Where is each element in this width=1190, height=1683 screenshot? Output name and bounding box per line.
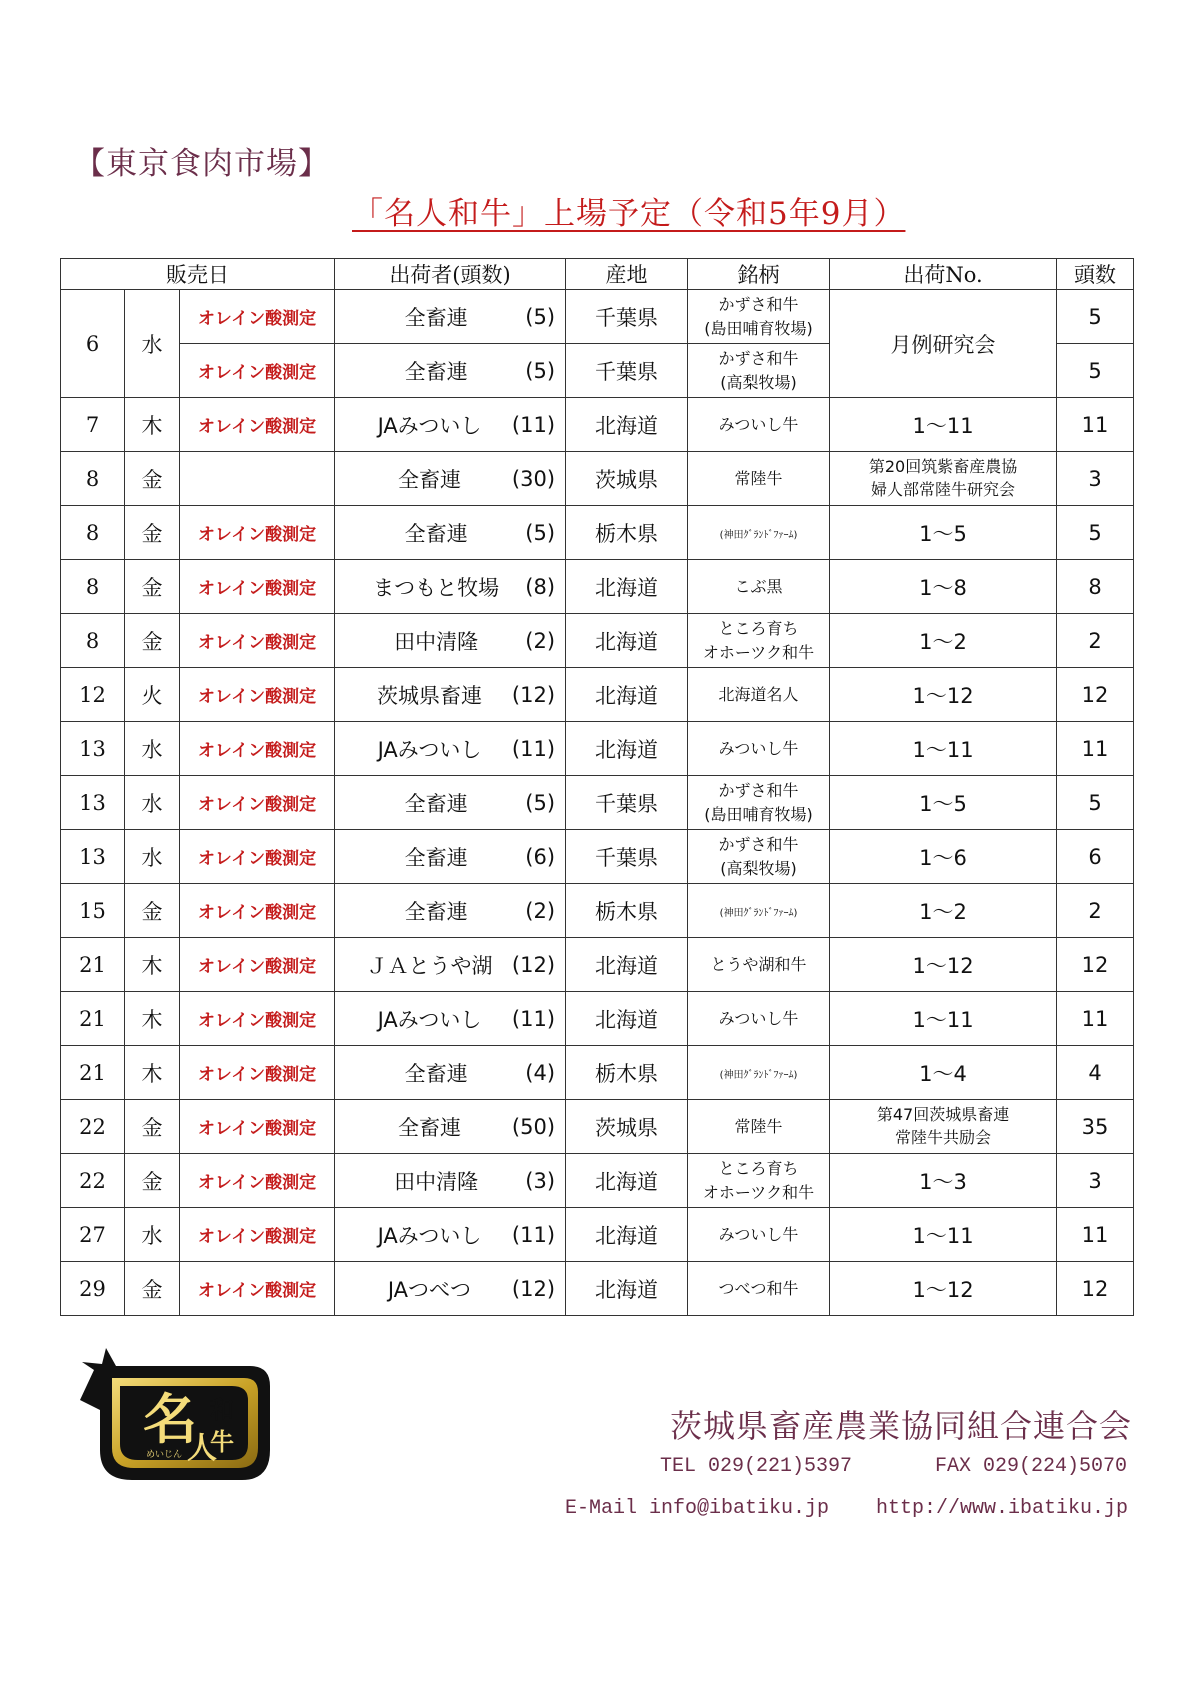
shipper-head-count: (4) <box>525 1060 556 1085</box>
origin-cell: 北海道 <box>566 668 688 722</box>
shipper-head-count: (12) <box>511 1276 556 1301</box>
shipper-cell <box>335 830 566 884</box>
shipper-head-count: (6) <box>525 844 556 869</box>
weekday-cell: 金 <box>125 1100 180 1154</box>
brand-line-2: オホーツク和牛 <box>702 1182 815 1202</box>
ship-no-cell: 1〜11 <box>830 722 1057 776</box>
day-cell: 13 <box>61 776 125 830</box>
shipper-head-count: (2) <box>525 628 556 653</box>
weekday-cell: 金 <box>125 614 180 668</box>
shipper-head-count: (11) <box>511 736 556 761</box>
origin-cell: 栃木県 <box>566 1046 688 1100</box>
oleic-measure-cell: オレイン酸測定 <box>180 938 335 992</box>
shipper-name: まつもと牧場 <box>373 575 500 600</box>
weekday-cell: 水 <box>125 722 180 776</box>
shipper-head-count: (12) <box>511 682 556 707</box>
weekday-cell: 金 <box>125 452 180 506</box>
header-shipper: 出荷者(頭数) <box>335 259 566 290</box>
table-row <box>61 398 1134 452</box>
brand-cell: みついし牛 <box>688 398 830 452</box>
origin-cell: 千葉県 <box>566 776 688 830</box>
count-cell: 5 <box>1057 506 1134 560</box>
ship-no-line-2: 常陸牛共励会 <box>895 1127 992 1147</box>
page-title: 「名人和牛」上場予定（令和5年9月） <box>352 196 906 232</box>
ship-no-cell: 1〜11 <box>830 992 1057 1046</box>
shipper-head-count: (5) <box>525 304 556 329</box>
shipper-name: JAみついし <box>377 1007 482 1032</box>
shipper-cell <box>335 452 566 506</box>
count-cell: 11 <box>1057 398 1134 452</box>
table-row <box>61 992 1134 1046</box>
day-cell: 8 <box>61 506 125 560</box>
shipper-name: 全畜連 <box>404 791 468 816</box>
table-row <box>61 452 1134 506</box>
website-url[interactable]: http://www.ibatiku.jp <box>876 1497 1129 1520</box>
origin-cell: 北海道 <box>566 938 688 992</box>
day-cell: 27 <box>61 1208 125 1262</box>
brand-cell: みついし牛 <box>688 992 830 1046</box>
origin-cell: 北海道 <box>566 1154 688 1208</box>
origin-cell: 千葉県 <box>566 344 688 398</box>
table-row <box>61 776 1134 830</box>
fax-number: FAX 029(224)5070 <box>935 1455 1128 1478</box>
origin-cell: 栃木県 <box>566 884 688 938</box>
ship-no-line-1: 第47回茨城県畜連 <box>876 1105 1010 1125</box>
brand-cell <box>688 1154 830 1208</box>
shipper-name: JAつべつ <box>387 1277 472 1302</box>
brand-line-1: ところ育ち <box>718 1158 799 1178</box>
ship-no-cell: 1〜4 <box>830 1046 1057 1100</box>
count-cell: 3 <box>1057 452 1134 506</box>
shipper-head-count: (50) <box>511 1114 556 1139</box>
shipper-cell <box>335 668 566 722</box>
table-row <box>61 938 1134 992</box>
shipper-head-count: (5) <box>525 790 556 815</box>
shipper-cell <box>335 1208 566 1262</box>
brand-cell: つべつ和牛 <box>688 1262 830 1316</box>
brand-line-1: かずさ和牛 <box>718 348 799 368</box>
email-address[interactable]: E-Mail info@ibatiku.jp <box>565 1497 830 1520</box>
count-cell: 11 <box>1057 722 1134 776</box>
shipper-name: 全畜連 <box>404 899 468 924</box>
oleic-measure-cell: オレイン酸測定 <box>180 1262 335 1316</box>
count-cell: 12 <box>1057 668 1134 722</box>
shipper-head-count: (2) <box>525 898 556 923</box>
ship-no-cell: 1〜6 <box>830 830 1057 884</box>
oleic-measure-cell: オレイン酸測定 <box>180 290 335 344</box>
day-cell: 8 <box>61 614 125 668</box>
origin-cell: 北海道 <box>566 398 688 452</box>
shipper-head-count: (5) <box>525 520 556 545</box>
count-cell: 2 <box>1057 614 1134 668</box>
day-cell: 13 <box>61 722 125 776</box>
shipper-name: 全畜連 <box>404 845 468 870</box>
brand-cell: みついし牛 <box>688 722 830 776</box>
shipper-head-count: (30) <box>511 466 556 491</box>
origin-cell: 茨城県 <box>566 1100 688 1154</box>
shipper-head-count: (11) <box>511 412 556 437</box>
brand-cell <box>688 614 830 668</box>
ship-no-cell: 1〜5 <box>830 506 1057 560</box>
count-cell: 11 <box>1057 1208 1134 1262</box>
table-row <box>61 1046 1134 1100</box>
oleic-measure-cell: オレイン酸測定 <box>180 1154 335 1208</box>
ship-no-cell: 1〜12 <box>830 668 1057 722</box>
brand-cell <box>688 1046 830 1100</box>
oleic-measure-cell <box>180 452 335 506</box>
day-cell: 21 <box>61 938 125 992</box>
shipper-name: JAみついし <box>377 413 482 438</box>
table-row <box>61 830 1134 884</box>
shipper-cell <box>335 938 566 992</box>
oleic-measure-cell: オレイン酸測定 <box>180 1208 335 1262</box>
count-cell: 12 <box>1057 938 1134 992</box>
shipper-name: 全畜連 <box>404 305 468 330</box>
shipper-head-count: (11) <box>511 1222 556 1247</box>
table-row <box>61 668 1134 722</box>
count-cell: 5 <box>1057 776 1134 830</box>
oleic-measure-cell: オレイン酸測定 <box>180 992 335 1046</box>
oleic-measure-cell: オレイン酸測定 <box>180 1046 335 1100</box>
day-cell: 21 <box>61 992 125 1046</box>
oleic-measure-cell: オレイン酸測定 <box>180 668 335 722</box>
shipper-cell <box>335 614 566 668</box>
origin-cell: 北海道 <box>566 1262 688 1316</box>
shipper-cell <box>335 290 566 344</box>
origin-cell: 茨城県 <box>566 452 688 506</box>
shipper-head-count: (3) <box>525 1168 556 1193</box>
ship-no-cell: 1〜8 <box>830 560 1057 614</box>
oleic-measure-cell: オレイン酸測定 <box>180 776 335 830</box>
brand-line-2: (高梨牧場) <box>720 858 797 878</box>
count-cell: 8 <box>1057 560 1134 614</box>
table-row <box>61 560 1134 614</box>
brand-cell: みついし牛 <box>688 1208 830 1262</box>
shipper-name: 田中清隆 <box>394 1169 479 1194</box>
ship-no-cell: 1〜2 <box>830 614 1057 668</box>
day-cell: 29 <box>61 1262 125 1316</box>
header-brand: 銘柄 <box>688 259 830 290</box>
shipper-name: JAみついし <box>377 737 482 762</box>
brand-cell <box>688 344 830 398</box>
oleic-measure-cell: オレイン酸測定 <box>180 1100 335 1154</box>
ship-no-cell: 1〜3 <box>830 1154 1057 1208</box>
brand-cell <box>688 290 830 344</box>
ship-no-cell: 1〜12 <box>830 1262 1057 1316</box>
day-cell: 7 <box>61 398 125 452</box>
market-title: 【東京食肉市場】 <box>74 146 330 182</box>
day-cell: 15 <box>61 884 125 938</box>
logo-gyu-char: 牛 <box>210 1427 234 1456</box>
logo-reading: めいじん <box>145 1450 183 1460</box>
count-cell: 11 <box>1057 992 1134 1046</box>
table-row <box>61 506 1134 560</box>
oleic-measure-cell: オレイン酸測定 <box>180 344 335 398</box>
oleic-measure-cell: オレイン酸測定 <box>180 560 335 614</box>
organization-name: 茨城県畜産農業協同組合連合会 <box>669 1407 1132 1445</box>
brand-line-1: ところ育ち <box>718 618 799 638</box>
logo-graphic <box>72 1340 282 1492</box>
brand-cell <box>688 776 830 830</box>
oleic-measure-cell: オレイン酸測定 <box>180 884 335 938</box>
ship-no-line-2: 婦人部常陸牛研究会 <box>871 479 1016 499</box>
table-row <box>61 1154 1134 1208</box>
day-cell: 12 <box>61 668 125 722</box>
header-count: 頭数 <box>1057 259 1134 290</box>
brand-line-2: (高梨牧場) <box>720 372 797 392</box>
weekday-cell: 金 <box>125 1262 180 1316</box>
ship-no-line-1: 第20回筑紫畜産農協 <box>868 457 1018 477</box>
count-cell: 2 <box>1057 884 1134 938</box>
shipper-cell <box>335 344 566 398</box>
shipper-name: ＪＡとうや湖 <box>366 953 493 978</box>
day-cell: 6 <box>61 290 125 398</box>
weekday-cell: 木 <box>125 992 180 1046</box>
table-row <box>61 1208 1134 1262</box>
origin-cell: 北海道 <box>566 560 688 614</box>
shipper-name: 全畜連 <box>404 359 468 384</box>
ship-no-cell: 1〜2 <box>830 884 1057 938</box>
brand-cell: 常陸牛 <box>688 1100 830 1154</box>
day-cell: 21 <box>61 1046 125 1100</box>
day-cell: 8 <box>61 560 125 614</box>
ship-no-cell <box>830 452 1057 506</box>
shipper-head-count: (5) <box>525 358 556 383</box>
weekday-cell: 金 <box>125 506 180 560</box>
header-origin: 産地 <box>566 259 688 290</box>
shipper-cell <box>335 506 566 560</box>
oleic-measure-cell: オレイン酸測定 <box>180 830 335 884</box>
shipper-cell <box>335 560 566 614</box>
oleic-measure-cell: オレイン酸測定 <box>180 398 335 452</box>
weekday-cell: 水 <box>125 830 180 884</box>
count-cell: 4 <box>1057 1046 1134 1100</box>
origin-cell: 千葉県 <box>566 830 688 884</box>
count-cell: 5 <box>1057 290 1134 344</box>
weekday-cell: 金 <box>125 1154 180 1208</box>
brand-line-2: (島田哺育牧場) <box>704 804 813 824</box>
ship-no-cell: 1〜12 <box>830 938 1057 992</box>
table-row <box>61 884 1134 938</box>
day-cell: 22 <box>61 1154 125 1208</box>
origin-cell: 北海道 <box>566 614 688 668</box>
weekday-cell: 金 <box>125 884 180 938</box>
shipper-cell <box>335 1046 566 1100</box>
brand-cell: 北海道名人 <box>688 668 830 722</box>
shipper-cell <box>335 398 566 452</box>
ship-no-cell: 1〜11 <box>830 398 1057 452</box>
day-cell: 8 <box>61 452 125 506</box>
shipper-name: 全畜連 <box>404 521 468 546</box>
weekday-cell: 金 <box>125 560 180 614</box>
brand-cell <box>688 506 830 560</box>
shipper-cell <box>335 1262 566 1316</box>
brand-cell: とうや湖和牛 <box>688 938 830 992</box>
shipper-name: JAみついし <box>377 1223 482 1248</box>
brand-line-2: (島田哺育牧場) <box>704 318 813 338</box>
ship-no-cell: 1〜11 <box>830 1208 1057 1262</box>
brand-cell <box>688 884 830 938</box>
ship-no-cell: 1〜5 <box>830 776 1057 830</box>
day-cell: 22 <box>61 1100 125 1154</box>
header-row <box>61 259 1134 290</box>
tel-number: TEL 029(221)5397 <box>660 1455 853 1478</box>
ship-no-cell <box>830 1100 1057 1154</box>
logo-wa-char: 和 <box>210 1395 234 1424</box>
table-row <box>61 614 1134 668</box>
shipper-name: 全畜連 <box>404 1061 468 1086</box>
header-sale-date: 販売日 <box>61 259 335 290</box>
origin-cell: 北海道 <box>566 1208 688 1262</box>
weekday-cell: 木 <box>125 1046 180 1100</box>
weekday-cell: 水 <box>125 290 180 398</box>
brand-cell <box>688 830 830 884</box>
brand-small-text: (神田ｸﾞﾗﾝﾄﾞﾌｧｰﾑ) <box>719 1069 798 1081</box>
origin-cell: 北海道 <box>566 992 688 1046</box>
oleic-measure-cell: オレイン酸測定 <box>180 722 335 776</box>
origin-cell: 千葉県 <box>566 290 688 344</box>
shipper-head-count: (11) <box>511 1006 556 1031</box>
oleic-measure-cell: オレイン酸測定 <box>180 614 335 668</box>
logo-jin-char: 人 <box>187 1431 217 1466</box>
brand-line-1: かずさ和牛 <box>718 780 799 800</box>
meijin-wagyu-logo <box>72 1340 282 1492</box>
table-row <box>61 290 1134 344</box>
ship-no-cell: 月例研究会 <box>830 290 1057 398</box>
count-cell: 3 <box>1057 1154 1134 1208</box>
brand-small-text: (神田ｸﾞﾗﾝﾄﾞﾌｧｰﾑ) <box>719 529 798 541</box>
origin-cell: 栃木県 <box>566 506 688 560</box>
brand-small-text: (神田ｸﾞﾗﾝﾄﾞﾌｧｰﾑ) <box>719 907 798 919</box>
origin-cell: 北海道 <box>566 722 688 776</box>
table-row <box>61 1262 1134 1316</box>
count-cell: 6 <box>1057 830 1134 884</box>
oleic-measure-cell: オレイン酸測定 <box>180 506 335 560</box>
weekday-cell: 火 <box>125 668 180 722</box>
shipper-cell <box>335 1154 566 1208</box>
weekday-cell: 木 <box>125 398 180 452</box>
shipper-head-count: (12) <box>511 952 556 977</box>
day-cell: 13 <box>61 830 125 884</box>
weekday-cell: 木 <box>125 938 180 992</box>
shipper-head-count: (8) <box>525 574 556 599</box>
count-cell: 5 <box>1057 344 1134 398</box>
brand-cell: こぶ黒 <box>688 560 830 614</box>
schedule-table <box>60 258 1134 1316</box>
brand-cell: 常陸牛 <box>688 452 830 506</box>
brand-line-1: かずさ和牛 <box>718 834 799 854</box>
shipper-cell <box>335 992 566 1046</box>
table-row <box>61 1100 1134 1154</box>
count-cell: 35 <box>1057 1100 1134 1154</box>
shipper-name: 全畜連 <box>397 1115 461 1140</box>
header-ship-no: 出荷No. <box>830 259 1057 290</box>
shipper-cell <box>335 776 566 830</box>
logo-main-char: 名 <box>143 1387 197 1451</box>
brand-line-1: かずさ和牛 <box>718 294 799 314</box>
shipper-cell <box>335 1100 566 1154</box>
table-row <box>61 722 1134 776</box>
shipper-cell <box>335 884 566 938</box>
brand-line-2: オホーツク和牛 <box>702 642 815 662</box>
count-cell: 12 <box>1057 1262 1134 1316</box>
weekday-cell: 水 <box>125 1208 180 1262</box>
shipper-name: 田中清隆 <box>394 629 479 654</box>
shipper-name: 全畜連 <box>397 467 461 492</box>
shipper-name: 茨城県畜連 <box>376 683 482 708</box>
weekday-cell: 水 <box>125 776 180 830</box>
shipper-cell <box>335 722 566 776</box>
